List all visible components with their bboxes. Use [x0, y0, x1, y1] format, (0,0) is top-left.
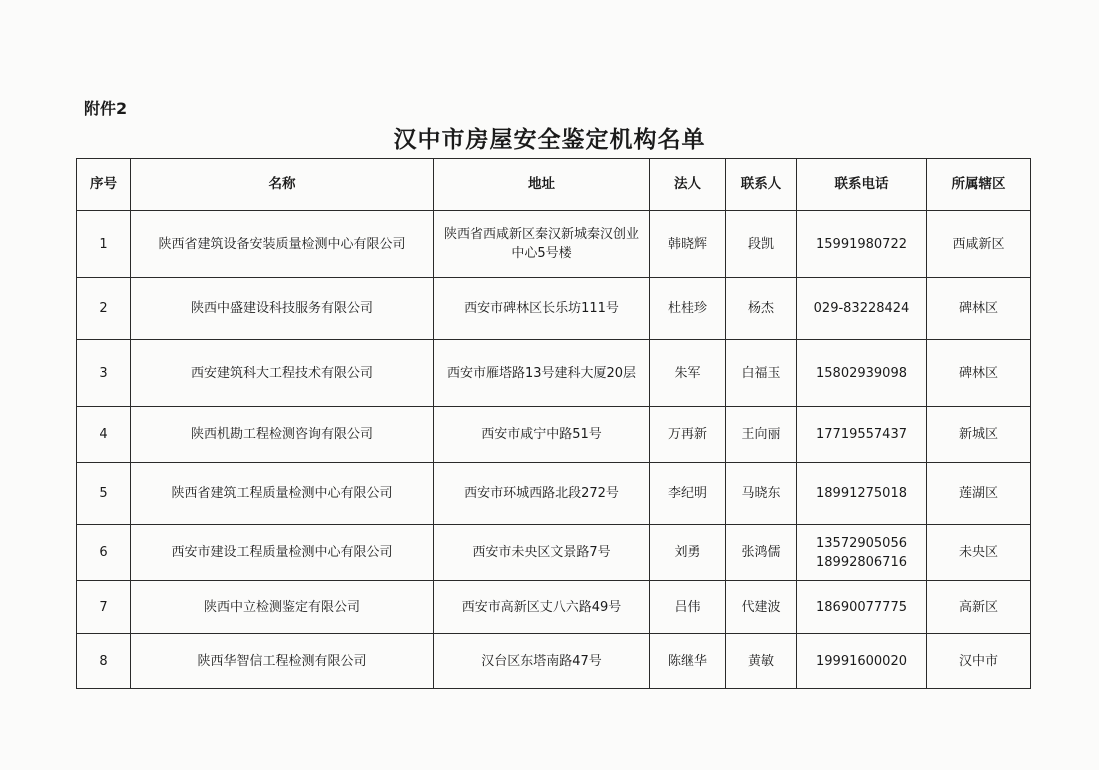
- phone-number: 19991600020: [816, 653, 907, 669]
- contact-person: 黄敏: [726, 634, 797, 689]
- organization-name: 陕西机勘工程检测咨询有限公司: [131, 407, 434, 463]
- column-header-district: 所属辖区: [927, 159, 1031, 211]
- organization-address: 汉台区东塔南路47号: [434, 634, 650, 689]
- row-number: 2: [77, 278, 131, 340]
- phone-number: 18991275018: [816, 486, 907, 501]
- row-number: 1: [77, 211, 131, 278]
- organization-address: 西安市高新区丈八六路49号: [434, 581, 650, 634]
- district: 西咸新区: [927, 211, 1031, 278]
- column-header-legal: 法人: [650, 159, 726, 211]
- contact-person: 张鸿儒: [726, 525, 797, 581]
- phone-number: 18992806716: [816, 554, 907, 570]
- table-body: [77, 211, 1031, 689]
- row-number: 8: [77, 634, 131, 689]
- phone-number: 13572905056: [816, 535, 907, 551]
- district: 碑林区: [927, 278, 1031, 340]
- contact-phone: [797, 407, 927, 463]
- legal-representative: 杜桂珍: [650, 278, 726, 340]
- district: 新城区: [927, 407, 1031, 463]
- contact-phone: [797, 463, 927, 525]
- legal-representative: 李纪明: [650, 463, 726, 525]
- contact-phone: [797, 340, 927, 407]
- legal-representative: 陈继华: [650, 634, 726, 689]
- organization-name: 西安建筑科大工程技术有限公司: [131, 340, 434, 407]
- column-header-name: 名称: [131, 159, 434, 211]
- organization-name: 陕西中盛建设科技服务有限公司: [131, 278, 434, 340]
- contact-person: 白福玉: [726, 340, 797, 407]
- legal-representative: 韩晓辉: [650, 211, 726, 278]
- row-number: 7: [77, 581, 131, 634]
- document-title: 汉中市房屋安全鉴定机构名单: [393, 127, 706, 153]
- column-header-no: 序号: [77, 159, 131, 211]
- contact-person: 马晓东: [726, 463, 797, 525]
- district: 高新区: [927, 581, 1031, 634]
- column-header-contact: 联系人: [726, 159, 797, 211]
- table-row: [77, 340, 1031, 407]
- organization-name: 陕西中立检测鉴定有限公司: [131, 581, 434, 634]
- contact-person: 王向丽: [726, 407, 797, 463]
- phone-number: 17719557437: [816, 427, 907, 442]
- legal-representative: 万再新: [650, 407, 726, 463]
- organization-address: 西安市碑林区长乐坊111号: [434, 278, 650, 340]
- contact-phone: [797, 634, 927, 689]
- phone-number: 15802939098: [816, 365, 907, 381]
- legal-representative: 刘勇: [650, 525, 726, 581]
- agency-table: [76, 158, 1031, 689]
- column-header-address: 地址: [434, 159, 650, 211]
- contact-phone: [797, 581, 927, 634]
- column-header-phone: 联系电话: [797, 159, 927, 211]
- table-row: [77, 211, 1031, 278]
- table-row: [77, 581, 1031, 634]
- table-row: [77, 463, 1031, 525]
- organization-address: 西安市未央区文景路7号: [434, 525, 650, 581]
- district: 莲湖区: [927, 463, 1031, 525]
- organization-address: 西安市环城西路北段272号: [434, 463, 650, 525]
- row-number: 3: [77, 340, 131, 407]
- table-header-row: [77, 159, 1031, 211]
- contact-phone: [797, 278, 927, 340]
- table-row: [77, 278, 1031, 340]
- organization-name: 陕西华智信工程检测有限公司: [131, 634, 434, 689]
- phone-number: 18690077775: [816, 599, 907, 615]
- row-number: 5: [77, 463, 131, 525]
- district: 汉中市: [927, 634, 1031, 689]
- district: 碑林区: [927, 340, 1031, 407]
- row-number: 4: [77, 407, 131, 463]
- table-row: [77, 525, 1031, 581]
- phone-number: 029-83228424: [813, 301, 910, 316]
- district: 未央区: [927, 525, 1031, 581]
- row-number: 6: [77, 525, 131, 581]
- legal-representative: 朱军: [650, 340, 726, 407]
- organization-name: 西安市建设工程质量检测中心有限公司: [131, 525, 434, 581]
- phone-number: 15991980722: [816, 236, 907, 252]
- organization-name: 陕西省建筑工程质量检测中心有限公司: [131, 463, 434, 525]
- contact-phone: [797, 211, 927, 278]
- table-row: [77, 407, 1031, 463]
- organization-address: 陕西省西咸新区秦汉新城秦汉创业中心5号楼: [434, 211, 650, 278]
- organization-address: 西安市雁塔路13号建科大厦20层: [434, 340, 650, 407]
- contact-phone: [797, 525, 927, 581]
- contact-person: 代建波: [726, 581, 797, 634]
- organization-name: 陕西省建筑设备安装质量检测中心有限公司: [131, 211, 434, 278]
- contact-person: 段凯: [726, 211, 797, 278]
- legal-representative: 吕伟: [650, 581, 726, 634]
- organization-address: 西安市咸宁中路51号: [434, 407, 650, 463]
- attachment-label: 附件2: [84, 99, 128, 118]
- contact-person: 杨杰: [726, 278, 797, 340]
- table-row: [77, 634, 1031, 689]
